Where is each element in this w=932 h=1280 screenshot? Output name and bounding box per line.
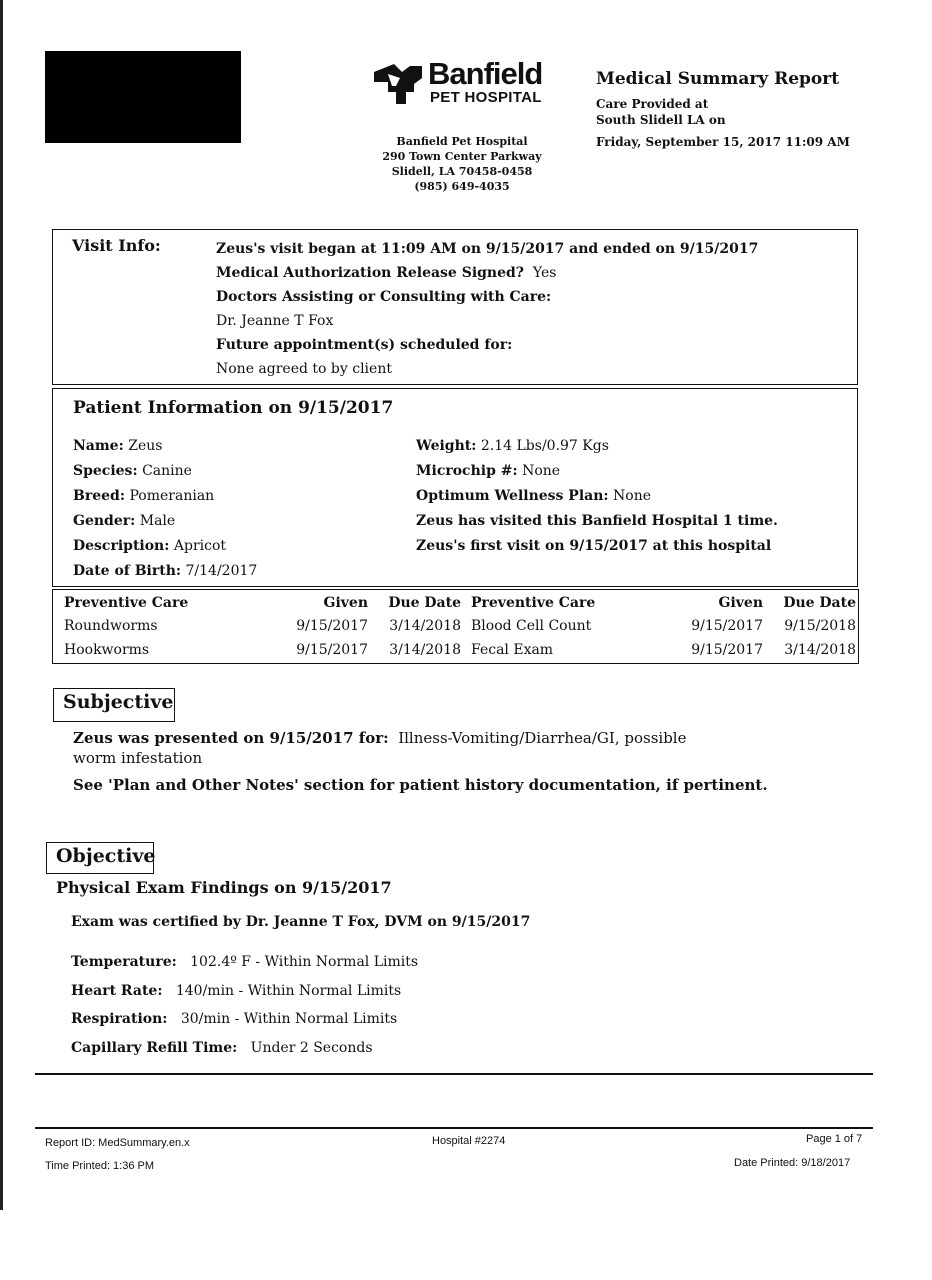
field-label: Microchip #: xyxy=(416,463,518,479)
field-value: Pomeranian xyxy=(129,488,215,504)
brand-name: Banfield xyxy=(428,56,543,91)
divider xyxy=(35,1073,873,1075)
time-printed: Time Printed: 1:36 PM xyxy=(45,1160,155,1172)
field-label: Weight: xyxy=(416,438,477,454)
column-header: Preventive Care xyxy=(471,595,596,611)
patient-field xyxy=(73,434,257,459)
objective-heading: Objective xyxy=(46,842,154,874)
field-value: None xyxy=(522,463,561,479)
doctor-name: Dr. Jeanne T Fox xyxy=(216,313,334,329)
future-appointments-value: None agreed to by client xyxy=(216,361,392,377)
table-cell: 3/14/2018 xyxy=(389,642,461,658)
table-cell: Fecal Exam xyxy=(471,642,554,658)
physical-exam-title: Physical Exam Findings on 9/15/2017 xyxy=(56,878,392,897)
field-value: None xyxy=(613,488,651,504)
table-cell: 9/15/2017 xyxy=(296,618,368,634)
vital-row xyxy=(71,948,418,977)
hospital-address xyxy=(362,134,562,194)
column-header: Due Date xyxy=(388,595,461,611)
field-label: Name: xyxy=(73,438,124,454)
report-datetime: Friday, September 15, 2017 11:09 AM xyxy=(596,135,850,149)
wellness-field xyxy=(416,484,778,509)
vital-value: 30/min - Within Normal Limits xyxy=(180,1011,398,1027)
patient-field xyxy=(73,484,257,509)
field-label: Gender: xyxy=(73,513,136,529)
visits-note: Zeus has visited this Banfield Hospital 1 time. xyxy=(416,513,778,529)
auth-label: Medical Authorization Release Signed? xyxy=(216,265,525,281)
vitals-list xyxy=(71,948,418,1062)
table-cell: Blood Cell Count xyxy=(471,618,592,634)
care-location xyxy=(596,96,726,128)
microchip-field xyxy=(416,459,778,484)
presented-value: Illness-Vomiting/Diarrhea/GI, possible worm infestation xyxy=(73,729,687,767)
column-header: Given xyxy=(323,595,368,611)
column-header: Preventive Care xyxy=(64,595,189,611)
vital-row xyxy=(71,1005,418,1034)
visit-info-details xyxy=(216,237,758,381)
auth-value: Yes xyxy=(532,265,557,281)
column-header: Due Date xyxy=(783,595,856,611)
care-line: South Slidell LA on xyxy=(596,113,726,127)
field-label: Date of Birth: xyxy=(73,563,182,579)
patient-field xyxy=(73,459,257,484)
field-value: Apricot xyxy=(173,538,227,554)
presented-label: Zeus was presented on 9/15/2017 for: xyxy=(73,729,389,747)
table-cell: 9/15/2017 xyxy=(691,642,763,658)
table-cell: 9/15/2018 xyxy=(784,618,856,634)
exam-certification: Exam was certified by Dr. Jeanne T Fox, DVM on 9/15/2017 xyxy=(71,914,531,930)
field-label: Breed: xyxy=(73,488,125,504)
footer-divider xyxy=(35,1127,873,1129)
table-row xyxy=(55,638,857,662)
hospital-number: Hospital #2274 xyxy=(432,1135,506,1147)
page-number: Page 1 of 7 xyxy=(806,1133,863,1145)
weight-field xyxy=(416,434,778,459)
date-printed: Date Printed: 9/18/2017 xyxy=(734,1157,851,1169)
subjective-heading: Subjective xyxy=(53,688,175,722)
field-value: Canine xyxy=(142,463,192,479)
table-cell: 3/14/2018 xyxy=(784,642,856,658)
field-value: Male xyxy=(139,513,176,529)
address-line: Slidell, LA 70458-0458 xyxy=(391,165,533,178)
patient-details-right xyxy=(416,434,778,559)
patient-field xyxy=(73,559,257,584)
first-visit-note: Zeus's first visit on 9/15/2017 at this hospital xyxy=(416,538,772,554)
vital-label: Respiration: xyxy=(71,1011,168,1027)
table-row xyxy=(55,614,857,638)
visit-began: Zeus's visit began at 11:09 AM on 9/15/2017 and ended on 9/15/2017 xyxy=(216,241,759,257)
vital-value: 102.4º F - Within Normal Limits xyxy=(190,954,419,970)
report-title: Medical Summary Report xyxy=(596,69,840,89)
table-cell: Hookworms xyxy=(64,642,150,658)
vital-label: Heart Rate: xyxy=(71,982,163,999)
table-header-row xyxy=(55,592,857,614)
future-appointments-label: Future appointment(s) scheduled for: xyxy=(216,337,513,353)
vital-row xyxy=(71,1034,418,1063)
scan-edge xyxy=(0,0,3,1210)
presented-for xyxy=(73,728,733,768)
visit-info-label: Visit Info: xyxy=(72,236,161,255)
patient-details-left xyxy=(73,434,257,584)
field-label: Species: xyxy=(73,463,138,479)
patient-field xyxy=(73,509,257,534)
patient-field xyxy=(73,534,257,559)
field-value: 2.14 Lbs/0.97 Kgs xyxy=(480,438,609,454)
vital-value: Under 2 Seconds xyxy=(250,1039,373,1056)
auth-row xyxy=(216,261,758,285)
preventive-care-table xyxy=(55,592,857,662)
table-cell: Roundworms xyxy=(64,618,158,634)
patient-info-title: Patient Information on 9/15/2017 xyxy=(73,398,394,418)
field-value: 7/14/2017 xyxy=(185,563,258,579)
field-label: Description: xyxy=(73,538,170,554)
vital-label: Temperature: xyxy=(71,954,177,970)
vital-value: 140/min - Within Normal Limits xyxy=(175,982,402,999)
doctors-label: Doctors Assisting or Consulting with Care: xyxy=(216,289,552,305)
column-header: Given xyxy=(718,595,763,611)
brand-subtitle: PET HOSPITAL xyxy=(430,89,542,106)
redacted-block xyxy=(45,51,241,143)
table-cell: 9/15/2017 xyxy=(691,618,763,634)
field-label: Optimum Wellness Plan: xyxy=(416,488,609,504)
table-cell: 9/15/2017 xyxy=(296,642,368,658)
address-line: (985) 649-4035 xyxy=(414,180,510,193)
vital-label: Capillary Refill Time: xyxy=(71,1039,238,1056)
table-cell: 3/14/2018 xyxy=(389,618,461,634)
address-line: Banfield Pet Hospital xyxy=(396,135,528,148)
report-id: Report ID: MedSummary.en.x xyxy=(45,1137,190,1149)
field-value: Zeus xyxy=(128,438,163,454)
vital-row xyxy=(71,977,418,1006)
care-line: Care Provided at xyxy=(596,97,709,111)
address-line: 290 Town Center Parkway xyxy=(382,150,542,163)
plan-notes-reference: See 'Plan and Other Notes' section for patient history documentation, if pertinent. xyxy=(73,776,768,794)
